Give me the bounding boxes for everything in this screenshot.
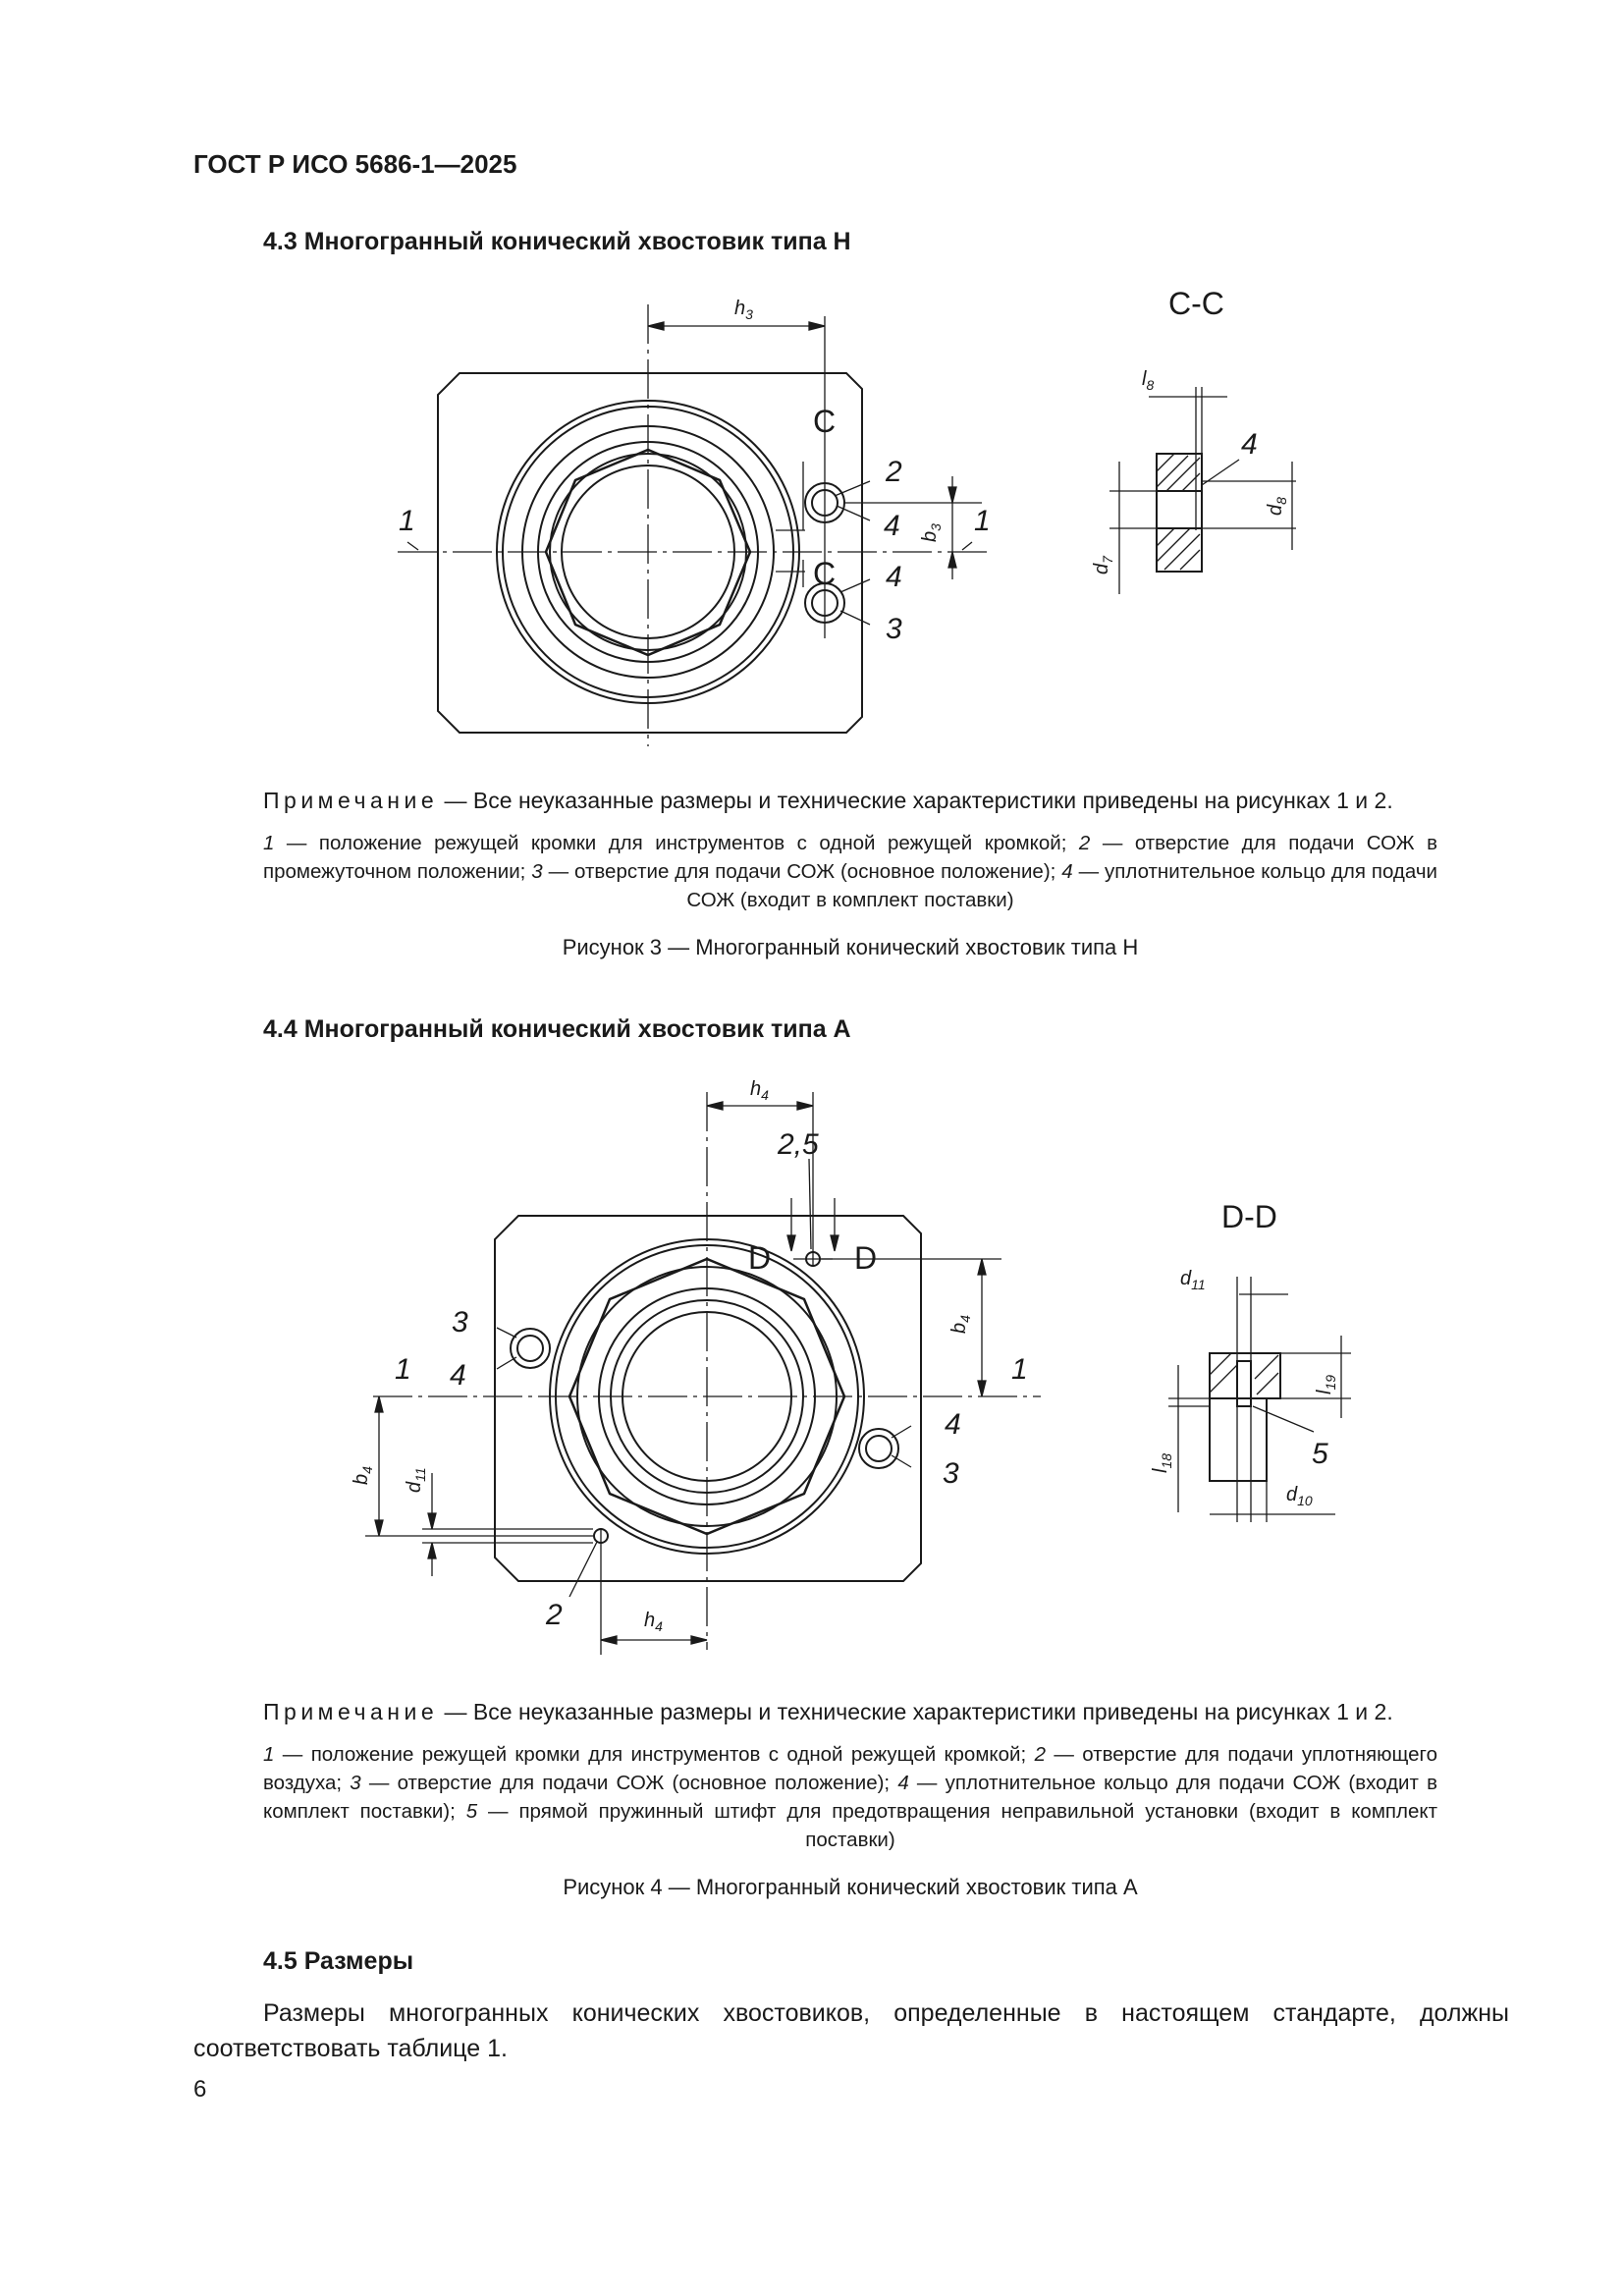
callout-1-right: 1 — [974, 505, 991, 537]
section-label-d-d: D-D — [1221, 1199, 1277, 1234]
legend-figure-4: 1 — положение режущей кромки для инструментов с одной режущей кромкой; 2 — отверстие для подачи уплотняющего воздуха; 3 — отверстие для подачи СОЖ (основное положение); 4 — уплотнительное кольцо для подачи СОЖ (входит в комплект поставки); 5 — прямой пружинный штифт для предотвращения неправильной установки (входит в комплект поставки) — [263, 1743, 1437, 1851]
callout-1-left: 1 — [395, 1353, 411, 1386]
callout-4-upper: 4 — [884, 510, 900, 542]
section-title-4-5: 4.5 Размеры — [263, 1947, 414, 1975]
cut-marker-d-left: D — [748, 1240, 772, 1276]
document-header: ГОСТ Р ИСО 5686-1—2025 — [193, 149, 517, 179]
dim-h3: $h_3$ — [734, 298, 753, 322]
cut-marker-d-right: D — [854, 1240, 878, 1276]
callout-1-left: 1 — [399, 505, 415, 537]
section-callout-4: 4 — [1241, 428, 1258, 461]
dim-d10: $d_{10}$ — [1286, 1484, 1313, 1508]
dim-b4-right: $b_4$ — [948, 1315, 973, 1334]
callout-2-5: 2,5 — [778, 1128, 819, 1161]
callout-4-left: 4 — [450, 1359, 466, 1392]
dim-l18: $l_{18}$ — [1150, 1452, 1174, 1473]
dim-d7: $d_7$ — [1091, 556, 1115, 574]
section-title-4-4: 4.4 Многогранный конический хвостовик типа A — [263, 1015, 851, 1043]
callout-2: 2 — [886, 456, 902, 488]
note-figure-3: Примечание — Все неуказанные размеры и технические характеристики приведены на рисунках 1 и 2. — [263, 788, 1393, 813]
section-4-5-text: Размеры многогранных конических хвостовиков, определенные в настоящем стандарте, должны соответствовать таблице 1. — [193, 1999, 1509, 2062]
section-label-c-c: C-C — [1168, 286, 1224, 321]
section-callout-5: 5 — [1312, 1438, 1328, 1470]
dim-h4-bottom: $h_4$ — [644, 1610, 663, 1634]
dim-b3: $b_3$ — [919, 523, 944, 542]
note-figure-4: Примечание — Все неуказанные размеры и технические характеристики приведены на рисунках 1 и 2. — [263, 1699, 1393, 1724]
figure-3-drawing — [373, 275, 1296, 756]
callout-3: 3 — [886, 613, 902, 645]
cut-marker-c-bottom: C — [813, 556, 837, 591]
dim-b4-left: $b_4$ — [351, 1466, 375, 1485]
callout-1-right: 1 — [1011, 1353, 1028, 1386]
caption-figure-3: Рисунок 3 — Многогранный конический хвостовик типа H — [562, 935, 1139, 959]
callout-3-right: 3 — [943, 1457, 959, 1490]
callout-3-left: 3 — [452, 1306, 468, 1339]
dim-l8: $l_8$ — [1142, 368, 1155, 393]
page-number: 6 — [193, 2076, 207, 2103]
cut-marker-c-top: C — [813, 404, 837, 439]
dim-d11-section: $d_{11}$ — [1180, 1268, 1206, 1292]
figure-4-drawing — [334, 1070, 1355, 1679]
callout-4-lower: 4 — [886, 561, 902, 593]
dim-h4-top: $h_4$ — [750, 1078, 769, 1103]
legend-figure-3: 1 — положение режущей кромки для инструментов с одной режущей кромкой; 2 — отверстие для подачи СОЖ в промежуточном положении; 3 — отверстие для подачи СОЖ (основное положение); 4 — уплотнительное кольцо для подачи СОЖ (входит в комплект поставки) — [263, 832, 1437, 911]
dim-d11-left: $d_{11}$ — [404, 1467, 428, 1493]
caption-figure-4: Рисунок 4 — Многогранный конический хвостовик типа A — [563, 1875, 1138, 1899]
callout-2: 2 — [546, 1599, 563, 1631]
dim-d8: $d_8$ — [1265, 497, 1289, 516]
section-title-4-3: 4.3 Многогранный конический хвостовик типа H — [263, 228, 851, 255]
dim-l19: $l_{19}$ — [1314, 1374, 1338, 1394]
callout-4-right: 4 — [945, 1408, 961, 1441]
